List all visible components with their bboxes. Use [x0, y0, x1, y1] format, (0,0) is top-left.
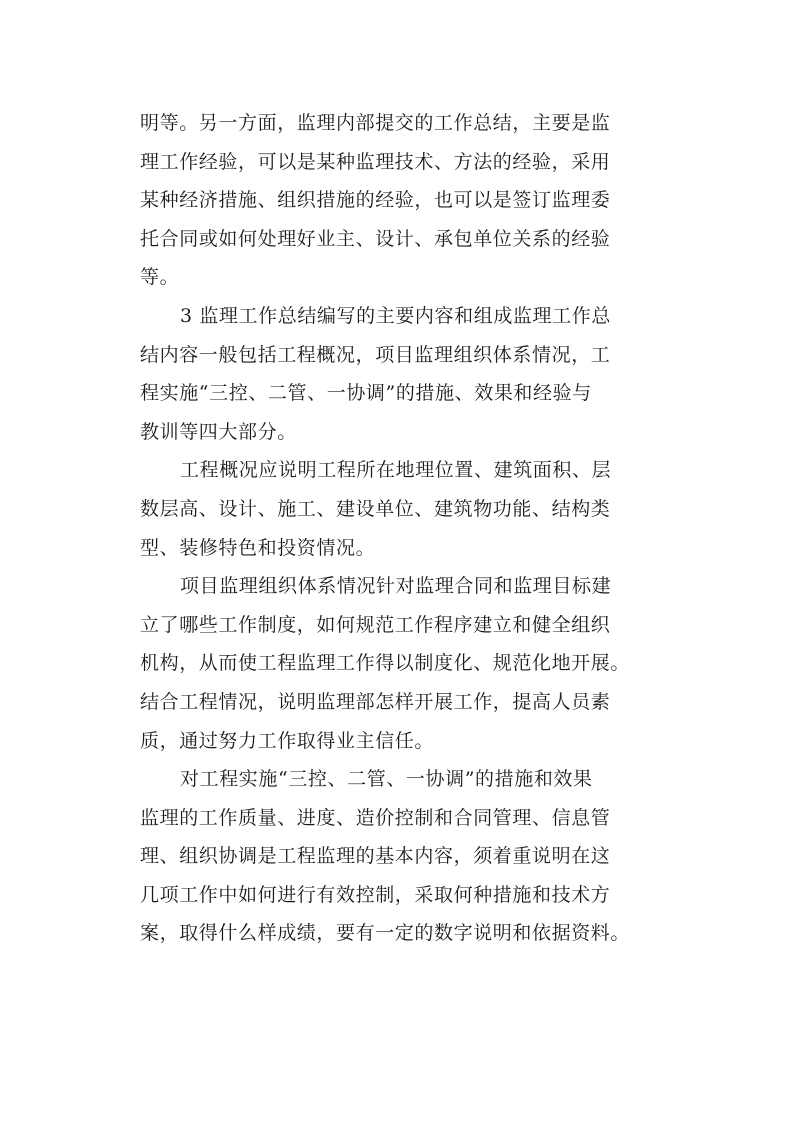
text-line: 型、装修特色和投资情况。	[140, 536, 376, 559]
text-line: 质，通过努力工作取得业主信任。	[140, 729, 435, 752]
text-line: 某种经济措施、组织措施的经验，也可以是签订监理委	[140, 189, 611, 212]
text-line: 托合同或如何处理好业主、设计、承包单位关系的经验	[140, 227, 611, 250]
text-line: 机构，从而使工程监理工作得以制度化、规范化地开展。	[140, 652, 631, 675]
document-body	[140, 104, 680, 953]
text-line: 教训等四大部分。	[140, 420, 297, 443]
text-line: 结内容一般包括工程概况，项目监理组织体系情况，工	[140, 343, 611, 366]
text-line: 数层高、设计、施工、建设单位、建筑物功能、结构类	[140, 497, 611, 520]
text-line: 明等。另一方面，监理内部提交的工作总结，主要是监	[140, 112, 611, 134]
text-line: 3 监理工作总结编写的主要内容和组成监理工作总	[180, 304, 611, 327]
text-line: 案，取得什么样成绩，要有一定的数字说明和依据资料。	[140, 922, 631, 945]
text-line: 等。	[140, 266, 180, 289]
text-line: 理、组织协调是工程监理的基本内容，须着重说明在这	[140, 845, 611, 868]
text-line: 工程概况应说明工程所在地理位置、建筑面积、层	[180, 459, 612, 482]
text-line: 结合工程情况，说明监理部怎样开展工作，提高人员素	[140, 690, 611, 713]
text-line: 理工作经验，可以是某种监理技术、方法的经验，采用	[140, 150, 611, 173]
text-line: 监理的工作质量、进度、造价控制和合同管理、信息管	[140, 806, 611, 829]
text-line: 几项工作中如何进行有效控制，采取何种措施和技术方	[140, 883, 611, 906]
text-line: 立了哪些工作制度，如何规范工作程序建立和健全组织	[140, 613, 611, 636]
text-line: 对工程实施“三控、二管、一协调”的措施和效果	[180, 768, 593, 791]
text-line: 程实施“三控、二管、一协调”的措施、效果和经验与	[140, 382, 592, 405]
text-line: 项目监理组织体系情况针对监理合同和监理目标建	[180, 575, 612, 598]
